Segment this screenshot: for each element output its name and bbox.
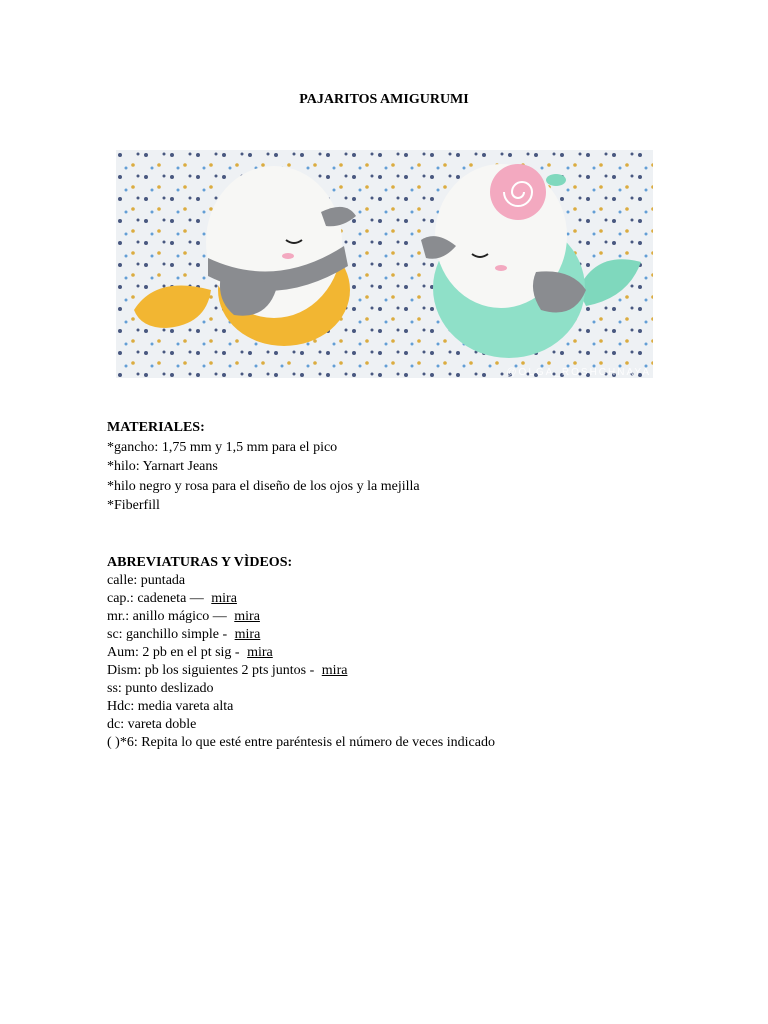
video-link-anillo-magico[interactable]: mira xyxy=(234,609,260,624)
abbreviation-item xyxy=(107,626,495,644)
video-link-disminucion[interactable]: mira xyxy=(321,663,348,678)
abbreviation-item xyxy=(107,716,495,734)
materials-section xyxy=(107,418,420,516)
abbreviation-text: dc: vareta doble xyxy=(107,717,197,732)
abbreviation-text: Aum: 2 pb en el pt sig - xyxy=(107,645,244,660)
abbreviation-item xyxy=(107,608,495,626)
abbreviation-text: Dism: pb los siguientes 2 pts juntos - xyxy=(107,663,318,678)
abbreviation-text: cap.: cadeneta — xyxy=(107,591,208,606)
abbreviation-item xyxy=(107,590,495,608)
abbreviation-text: mr.: anillo mágico — xyxy=(107,609,231,624)
materials-item: *gancho: 1,75 mm y 1,5 mm para el pico xyxy=(107,439,338,455)
materials-item: *Fiberfill xyxy=(107,498,160,513)
abbreviation-item xyxy=(107,680,495,698)
video-link-aumento[interactable]: mira xyxy=(247,645,273,660)
materials-heading: MATERIALES: xyxy=(107,420,205,435)
abbreviation-item xyxy=(107,644,495,662)
page-title: PAJARITOS AMIGURUMI xyxy=(299,92,469,107)
materials-item: *hilo: Yarnart Jeans xyxy=(107,459,218,474)
video-link-ganchillo-simple[interactable]: mira xyxy=(234,627,261,642)
amigurumi-birds-photo xyxy=(116,150,653,378)
abbreviation-item xyxy=(107,734,495,752)
abbreviation-text: sc: ganchillo simple - xyxy=(107,627,231,642)
photo-watermark: @OLGA_ROSHCHNAYA xyxy=(506,367,651,378)
abbreviation-item xyxy=(107,572,495,590)
abbreviation-item xyxy=(107,698,495,716)
abbreviations-section xyxy=(107,553,495,752)
abbreviation-text: Hdc: media vareta alta xyxy=(107,699,234,714)
abbreviation-item xyxy=(107,662,495,680)
abbreviations-heading: ABREVIATURAS Y VÌDEOS: xyxy=(107,555,293,570)
abbreviation-text: ( )*6: Repita lo que esté entre paréntesis el número de veces indicado xyxy=(107,735,495,750)
abbreviation-text: calle: puntada xyxy=(107,573,186,588)
materials-item: *hilo negro y rosa para el diseño de los ojos y la mejilla xyxy=(107,478,420,494)
photo-illustration xyxy=(116,150,653,378)
video-link-cadeneta[interactable]: mira xyxy=(211,591,237,606)
abbreviation-text: ss: punto deslizado xyxy=(107,681,214,696)
